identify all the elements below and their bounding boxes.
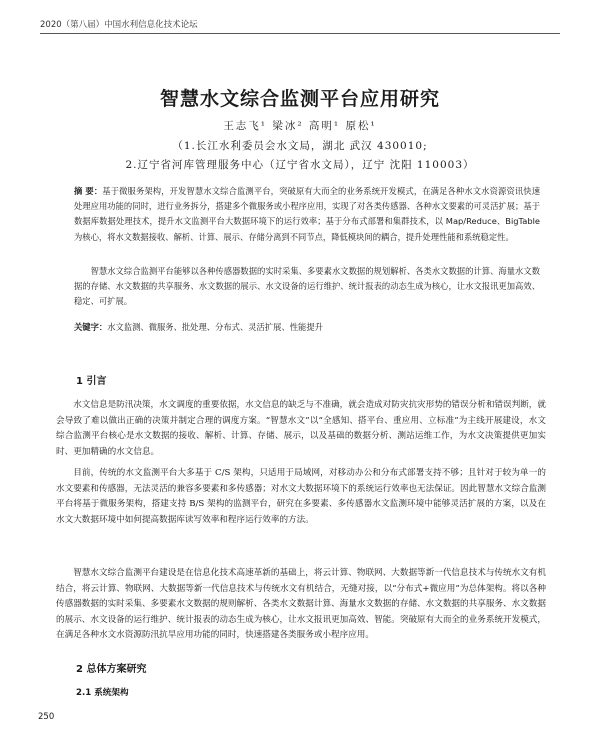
abstract-label: 摘 要： [74, 186, 103, 196]
abstract-paragraph-2: 智慧水文综合监测平台能够以各种传感器数据的实时采集、多要素水文数据的规划解析、各类水文数据的计算、海量水文数据的存储、水文数据的共享服务、水文数据的展示、水文设备的运行维护、统计报表的动态生成为核心，让水文报讯更加高效、稳定、可扩展。 [74, 266, 540, 307]
author-list: 王志飞¹ 梁冰² 高明¹ 原松¹ [223, 120, 377, 132]
page-number: 250 [38, 712, 55, 722]
paper-title: 智慧水文综合监测平台应用研究 [159, 88, 440, 110]
body-paragraph-1: 水文信息是防汛决策，水文调度的重要依据，水文信息的缺乏与不准确，就会造成对防灾抗灾形势的错误分析和错误判断，就会导致了难以做出正确的决策并制定合理的调度方案。“智慧水文”以“全感知、搭平台、重应用、立标准”为主线开展建设，水文综合监测平台核心是水文数据的接收、解析、计算、存储、展示，以及基础的数据分析、测站运维工作，为水文决策提供更加实时、更加精确的水文信息。 [56, 400, 546, 457]
keywords-label: 关键字： [74, 322, 108, 332]
abstract-text: 基于微服务架构，开发智慧水文综合监测平台，突破原有大而全的业务系统开发模式，在满足各种水文水资源资讯快速处理应用功能的同时，进行业务拆分，搭建多个微服务或小程序应用，实现了对各类传感器、各种水文要素的可灵活扩展；基于数据库数据处理技术，提升水文监测平台大数据环境下的运行效率；基于分布式部署和集群技术，以 Map/Reduce、BigTable 为核心，将水文数据接收、解析、计算、展示、存储分离到不同节点，降低模块间的耦合，提升处理性能和系统稳定性。 [74, 186, 540, 242]
affiliation-2: 2.辽宁省河库管理服务中心（辽宁省水文局），辽宁 沈阳 110003） [125, 159, 475, 171]
affiliation-1: （1.长江水利委员会水文局，湖北 武汉 430010; [172, 140, 428, 152]
body-paragraph-3: 智慧水文综合监测平台建设是在信息化技术高速革新的基础上，将云计算、物联网、大数据等新一代信息技术与传统水文有机结合，将云计算、物联网、大数据等新一代信息技术与传统水文有机结合，无缝对接，以“分布式+微应用”为总体架构。将以各种传感器数据的实时采集、多要素水文数据的规则解析、各类水文数据计算、海量水文数据的存储、水文数据的共享服务、水文数据的展示、水文设备的运行维护、统计报表的动态生成为核心，让水文报讯更加高效、智能。突破原有大而全的业务系统开发模式，在满足各种水文水资源防汛抗旱应用功能的同时，快速搭建各类服务或小程序应用。 [56, 568, 546, 641]
subsection-heading-architecture: 2.1 系统架构 [76, 688, 129, 698]
section-heading-introduction: 1 引言 [76, 376, 107, 387]
keywords [74, 320, 540, 335]
running-header: 2020（第八届）中国水利信息化技术论坛 [40, 18, 560, 34]
abstract [74, 184, 540, 245]
body-paragraph-2: 目前，传统的水文监测平台大多基于 C/S 架构，只适用于局域网，对移动办公和分布式部署支持不够；且针对于较为单一的水文要素和传感器，无法灵活的兼容多要素和多传感器；对水文大数据环境下的系统运行效率也无法保证。因此智慧水文综合监测平台将基于微服务架构，搭建支持 B/S 架构的监测平台，研究在多要素、多传感器水文监测环境中能够灵活扩展的方案，以及在水文大数据环境中如何提高数据库读写效率和程序运行效率的方法。 [56, 468, 546, 525]
section-heading-overall-design: 2 总体方案研究 [76, 664, 147, 675]
keywords-text: 水文监测、微服务、批处理、分布式、灵活扩展、性能提升 [107, 322, 323, 332]
